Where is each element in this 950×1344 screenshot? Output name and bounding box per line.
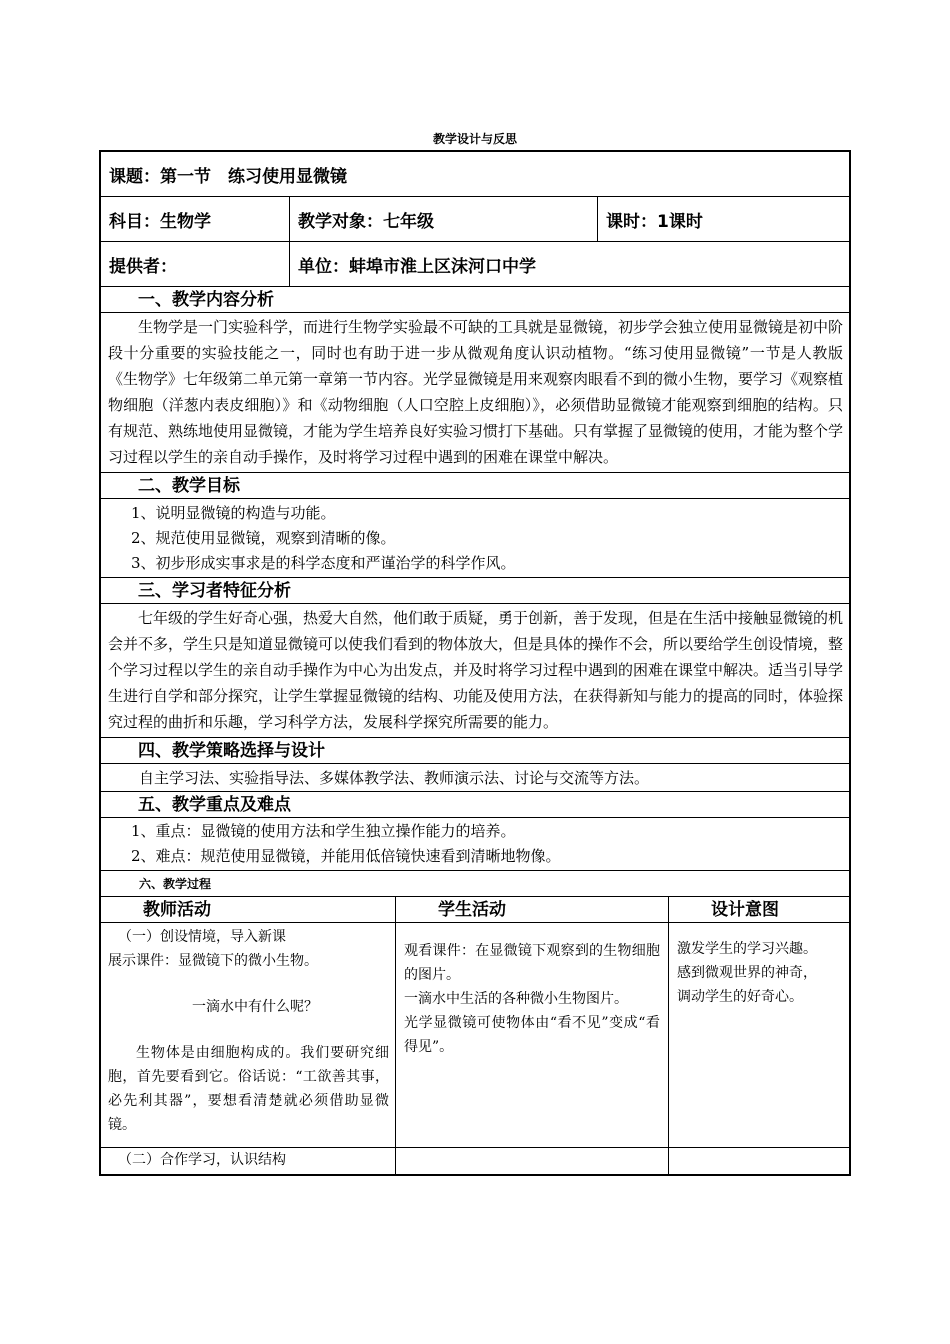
section-learner-analysis-body	[101, 604, 849, 738]
design-intent-empty	[668, 1148, 849, 1174]
intent-line: 激发学生的学习兴趣。	[677, 941, 817, 957]
section-objectives-list	[101, 499, 849, 578]
keypoint-item: 2、难点：规范使用显微镜，并能用低倍镜快速看到清晰地物像。	[131, 847, 561, 865]
keypoint-item: 1、重点：显微镜的使用方法和学生独立操作能力的培养。	[131, 822, 516, 840]
unit-label: 单位：蚌埠市淮上区沫河口中学	[289, 242, 849, 286]
section-keypoints-title: 五、教学重点及难点	[101, 792, 849, 818]
content-analysis-text: 生物学是一门实验科学，而进行生物学实验最不可缺的工具就是显微镜，初步学会独立使用显微镜是初中阶段十分重要的实验技能之一，同时也有助于进一步从微观角度认识动植物。“练习使用显微镜”一节是人教版《生物学》七年级第二单元第一章第一节内容。光学显微镜是用来观察肉眼看不到的微小生物，要学习《观察植物细胞（洋葱内表皮细胞）》和《动物细胞（人口空腔上皮细胞）》，必须借助显微镜才能观察到细胞的结构。只有规范、熟练地使用显微镜，才能为学生培养良好实验习惯打下基础。只有掌握了显微镜的使用，才能为整个学习过程以学生的亲自动手操作，及时将学习过程中遇到的困难在课堂中解决。	[108, 318, 844, 466]
student-line: 一滴水中生活的各种微小生物图片。	[404, 991, 628, 1007]
objective-item: 2、规范使用显微镜，观察到清晰的像。	[131, 529, 396, 547]
student-line: 光学显微镜可使物体由“看不见”变成“看得见”。	[404, 1015, 660, 1055]
topic-row	[101, 152, 849, 197]
lesson-plan-table	[99, 150, 851, 1176]
intent-line: 调动学生的好奇心。	[677, 989, 803, 1005]
section-strategy-title: 四、教学策略选择与设计	[101, 738, 849, 764]
teacher-step-2: （二）合作学习，认识结构	[118, 1152, 286, 1168]
process-header-row	[101, 897, 849, 923]
topic-label: 课题：第一节 练习使用显微镜	[109, 166, 347, 187]
audience-label: 教学对象：七年级	[289, 197, 597, 241]
teacher-step-1: （一）创设情境，导入新课	[118, 929, 286, 945]
section-content-analysis-body	[101, 313, 849, 473]
teacher-activity-header: 教师活动	[143, 900, 211, 920]
objective-item: 3、初步形成实事求是的科学态度和严谨治学的科学作风。	[131, 554, 516, 572]
teacher-question: 一滴水中有什么呢？	[192, 999, 318, 1015]
section-objectives-title: 二、教学目标	[101, 473, 849, 499]
teacher-paragraph: 生物体是由细胞构成的。我们要研究细胞，首先要看到它。俗话说：“工欲善其事，必先利其器”，要想看清楚就必须借助显微镜。	[108, 1045, 389, 1133]
section-keypoints-list	[101, 818, 849, 871]
section-process-title: 六、教学过程	[101, 871, 849, 897]
process-row-2	[101, 1148, 849, 1174]
objective-item: 1、说明显微镜的构造与功能。	[131, 504, 336, 522]
section-learner-analysis-title: 三、学习者特征分析	[101, 578, 849, 604]
student-line: 观看课件：在显微镜下观察到的生物细胞的图片。	[404, 943, 660, 983]
learner-analysis-text: 七年级的学生好奇心强，热爱大自然，他们敢于质疑，勇于创新，善于发现，但是在生活中接触显微镜的机会并不多，学生只是知道显微镜可以使我们看到的物体放大，但是具体的操作不会，所以要给学生创设情境，整个学习过程以学生的亲自动手操作为中心为出发点，并及时将学习过程中遇到的困难在课堂中解决。适当引导学生进行自学和部分探究，让学生掌握显微镜的结构、功能及使用方法，在获得新知与能力的提高的同时，体验探究过程的曲折和乐趣，学习科学方法，发展科学探究所需要的能力。	[108, 609, 844, 731]
process-row-1	[101, 923, 849, 1148]
student-activity-empty	[395, 1148, 668, 1174]
section-content-analysis-title: 一、教学内容分析	[101, 287, 849, 313]
student-activity-header: 学生活动	[395, 897, 668, 923]
teacher-activity-cell	[101, 923, 395, 1147]
provider-row	[101, 242, 849, 287]
hours-label: 课时：1课时	[597, 197, 849, 241]
design-intent-cell	[668, 923, 849, 1147]
subject-label: 科目：生物学	[109, 211, 211, 232]
student-activity-cell	[395, 923, 668, 1147]
teacher-line-2: 展示课件：显微镜下的微小生物。	[108, 953, 318, 969]
provider-label: 提供者：	[109, 256, 177, 277]
subject-row	[101, 197, 849, 242]
design-intent-header: 设计意图	[668, 897, 849, 923]
section-strategy-body: 自主学习法、实验指导法、多媒体教学法、教师演示法、讨论与交流等方法。	[101, 764, 849, 792]
intent-line: 感到微观世界的神奇，	[677, 965, 817, 981]
document-title: 教学设计与反思	[432, 132, 517, 146]
